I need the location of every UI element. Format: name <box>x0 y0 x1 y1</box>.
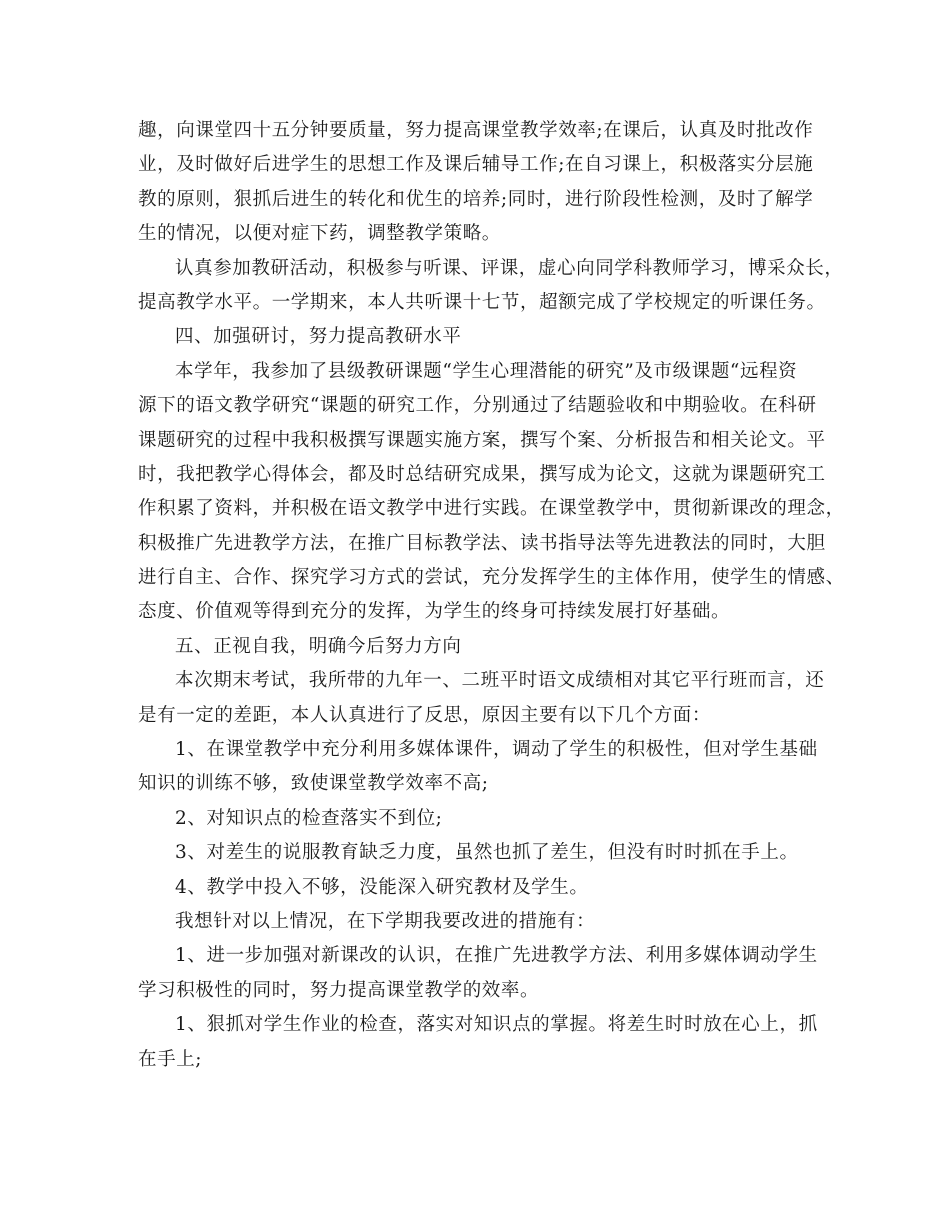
text-line: 源下的语文教学研究“课题的研究工作，分别通过了结题验收和中期验收。在科研 <box>138 395 817 417</box>
text-line: 业，及时做好后进学生的思想工作及课后辅导工作;在自习课上，积极落实分层施 <box>138 154 814 176</box>
text-line: 本学年，我参加了县级教研课题“学生心理潜能的研究”及市级课题“远程资 <box>175 360 798 382</box>
text-line: 知识的训练不够，致使课堂教学效率不高; <box>138 773 489 795</box>
text-line: 1、在课堂教学中充分利用多媒体课件，调动了学生的积极性，但对学生基础 <box>175 739 818 761</box>
text-line: 在手上; <box>138 1048 203 1070</box>
text-line: 1、进一步加强对新课改的认识，在推广先进教学方法、利用多媒体调动学生 <box>175 945 818 967</box>
text-line: 4、教学中投入不够，没能深入研究教材及学生。 <box>175 876 589 898</box>
text-line: 进行自主、合作、探究学习方式的尝试，充分发挥学生的主体作用，使学生的情感、 <box>138 567 845 589</box>
text-line: 四、加强研讨，努力提高教研水平 <box>175 326 462 348</box>
text-line: 学习积极性的同时，努力提高课堂教学的效率。 <box>138 979 540 1001</box>
text-line: 积极推广先进教学方法，在推广目标教学法、读书指导法等先进教法的同时，大胆 <box>138 532 826 554</box>
text-line: 教的原则，狠抓后进生的转化和优生的培养;同时，进行阶段性检测，及时了解学 <box>138 188 814 210</box>
text-line: 作积累了资料，并积极在语文教学中进行实践。在课堂教学中，贯彻新课改的理念， <box>138 498 845 520</box>
text-line: 态度、价值观等得到充分的发挥，为学生的终身可持续发展打好基础。 <box>138 601 731 623</box>
text-line: 提高教学水平。一学期来，本人共听课十七节，超额完成了学校规定的听课任务。 <box>138 291 826 313</box>
text-line: 趣，向课堂四十五分钟要质量，努力提高课堂教学效率;在课后，认真及时批改作 <box>138 120 814 141</box>
text-line: 五、正视自我，明确今后努力方向 <box>175 635 462 657</box>
text-line: 生的情况，以便对症下药，调整教学策略。 <box>138 223 501 245</box>
text-line: 1、狠抓对学生作业的检查，落实对知识点的掌握。将差生时时放在心上，抓 <box>175 1014 818 1036</box>
text-line: 时，我把教学心得体会，都及时总结研究成果，撰写成为论文，这就为课题研究工 <box>138 463 826 485</box>
text-line: 课题研究的过程中我积极撰写课题实施方案，撰写个案、分析报告和相关论文。平 <box>138 429 826 451</box>
text-line: 本次期末考试，我所带的九年一、二班平时语文成绩相对其它平行班而言，还 <box>175 670 825 692</box>
document-body <box>138 114 845 1077</box>
text-line: 是有一定的差距，本人认真进行了反思，原因主要有以下几个方面： <box>138 704 712 726</box>
text-line: 2、对知识点的检查落实不到位; <box>175 807 443 829</box>
text-line: 我想针对以上情况，在下学期我要改进的措施有： <box>175 910 596 932</box>
text-line: 认真参加教研活动，积极参与听课、评课，虚心向同学科教师学习，博采众长， <box>175 257 844 279</box>
text-line: 3、对差生的说服教育缺乏力度，虽然也抓了差生，但没有时时抓在手上。 <box>175 842 799 864</box>
